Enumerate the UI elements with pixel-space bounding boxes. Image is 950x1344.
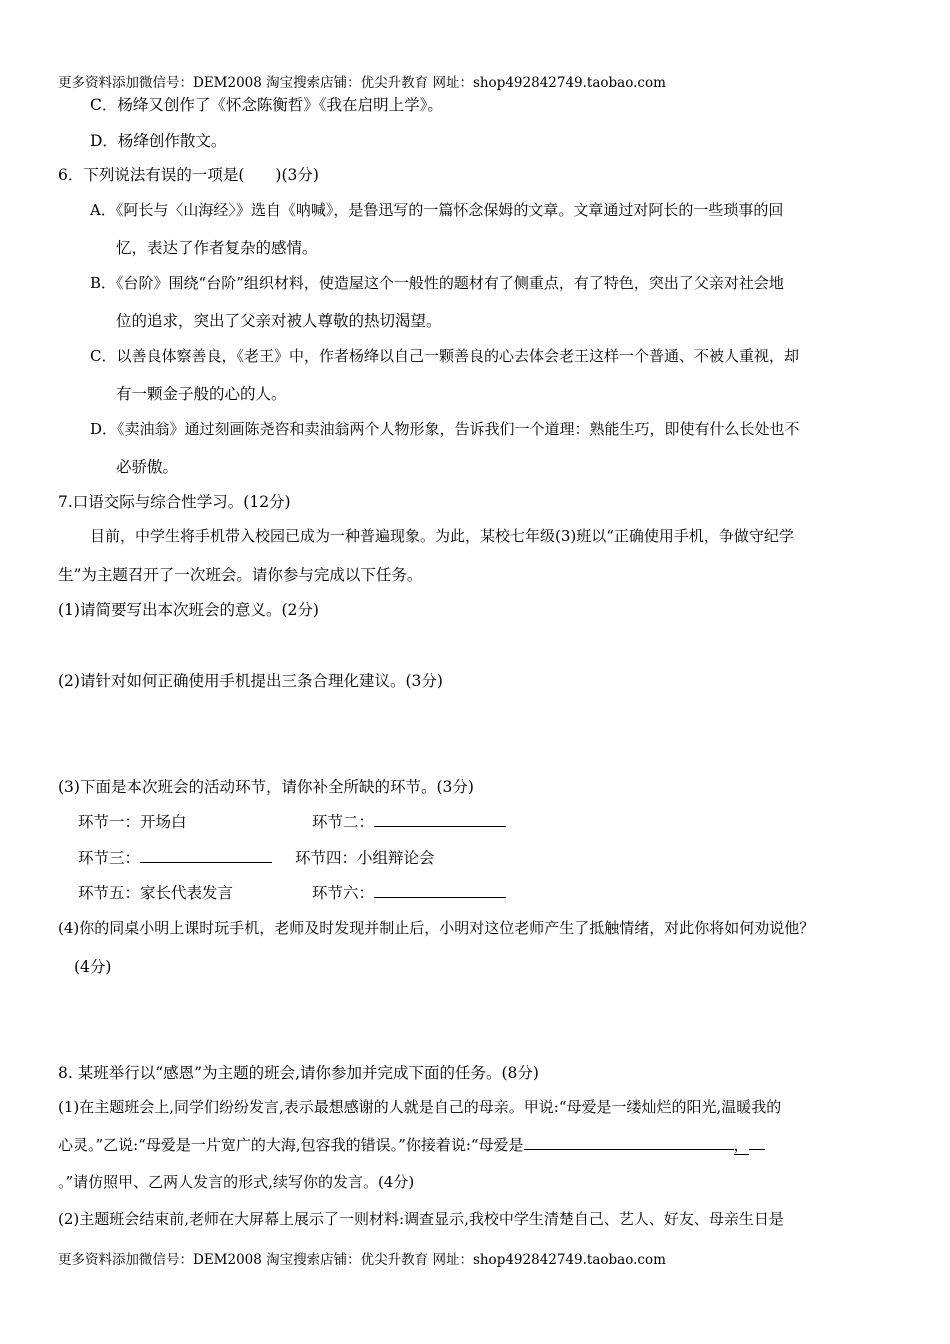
q8-sub1-line3: 。”请仿照甲、乙两人发言的形式,续写你的发言。(4分)	[58, 1173, 415, 1191]
step-6-label: 环节六：	[312, 884, 375, 902]
step-6	[312, 881, 506, 903]
step-2-blank[interactable]	[374, 812, 506, 827]
step-5: 环节五：家长代表发言	[78, 884, 234, 902]
q7-part2: (2)请针对如何正确使用手机提出三条合理化建议。(3分)	[58, 672, 443, 690]
step-6-blank[interactable]	[374, 883, 506, 898]
step-3	[78, 846, 272, 868]
step-2-label: 环节二：	[312, 813, 375, 831]
q7-intro-line1: 目前，中学生将手机带入校园已成为一种普遍现象。为此，某校七年级(3)班以“正确使用手机，争做守纪学	[90, 527, 794, 545]
q5-option-d: D．杨绛创作散文。	[90, 132, 227, 150]
q6-option-d-line2: 必骄傲。	[116, 458, 179, 476]
q6-option-a-line1: A．《阿长与〈山海经〉》选自《呐喊》，是鲁迅写的一篇怀念保姆的文章。文章通过对阿长的一些琐事的回	[90, 201, 784, 219]
q6-option-c-line1: C．以善良体察善良，《老王》中，作者杨绛以自己一颗善良的心去体会老王这样一个普通、不被人重视，却	[90, 347, 799, 365]
q8-stem: 8. 某班举行以“感恩”为主题的班会,请你参加并完成下面的任务。(8分)	[58, 1064, 539, 1082]
q8-sub1-line2-text: 心灵。”乙说:“母爱是一片宽广的大海,包容我的错误。”你接着说:“母爱是	[58, 1136, 524, 1154]
q7-part1: (1)请简要写出本次班会的意义。(2分)	[58, 601, 319, 619]
q7-part4-line2: (4分)	[74, 958, 112, 976]
step-4: 环节四：小组辩论会	[295, 849, 435, 867]
q7-stem: 7.口语交际与综合性学习。(12分)	[58, 493, 291, 511]
q6-option-a-line2: 忆，表达了作者复杂的感情。	[116, 239, 318, 257]
page-header: 更多资料添加微信号：DEM2008 淘宝搜索店铺：优尖升教育 网址：shop492842749.taobao.com	[58, 75, 666, 91]
q7-intro-line2: 生”为主题召开了一次班会。请你参与完成以下任务。	[58, 566, 423, 584]
q8-sub1-line1: (1)在主题班会上,同学们纷纷发言,表示最想感谢的人就是自己的母亲。甲说:“母爱是一缕灿烂的阳光,温暖我的	[58, 1098, 782, 1116]
mother-love-blank-2[interactable]	[749, 1135, 765, 1150]
q8-sub1-comma: ，	[733, 1136, 749, 1154]
q7-part4-line1: (4)你的同桌小明上课时玩手机，老师及时发现并制止后，小明对这位老师产生了抵触情绪，对此你将如何劝说他？	[58, 919, 815, 937]
q6-option-b-line1: B．《台阶》围绕“台阶”组织材料，使造屋这个一般性的题材有了侧重点，有了特色，突出了父亲对社会地	[90, 274, 784, 292]
q6-option-c-line2: 有一颗金子般的心的人。	[116, 385, 287, 403]
q8-sub1-line2	[58, 1134, 765, 1155]
q6-stem: 6．下列说法有误的一项是( )(3分)	[58, 166, 319, 184]
q6-option-d-line1: D．《卖油翁》通过刻画陈尧咨和卖油翁两个人物形象，告诉我们一个道理：熟能生巧，即使有什么长处也不	[90, 420, 800, 438]
mother-love-blank-1[interactable]	[524, 1135, 734, 1150]
step-2	[312, 810, 506, 832]
q7-part3: (3)下面是本次班会的活动环节，请你补全所缺的环节。(3分)	[58, 778, 474, 796]
q5-option-c: C．杨绛又创作了《怀念陈衡哲》《我在启明上学》。	[90, 96, 443, 114]
step-1: 环节一：开场白	[78, 813, 187, 831]
q8-sub2-line1: (2)主题班会结束前,老师在大屏幕上展示了一则材料:调查显示,我校中学生清楚自己、艺人、好友、母亲生日是	[58, 1210, 784, 1228]
page-footer: 更多资料添加微信号：DEM2008 淘宝搜索店铺：优尖升教育 网址：shop492842749.taobao.com	[58, 1252, 666, 1268]
step-3-label: 环节三：	[78, 849, 141, 867]
step-3-blank[interactable]	[140, 848, 272, 863]
q6-option-b-line2: 位的追求，突出了父亲对被人尊敬的热切渴望。	[116, 312, 442, 330]
